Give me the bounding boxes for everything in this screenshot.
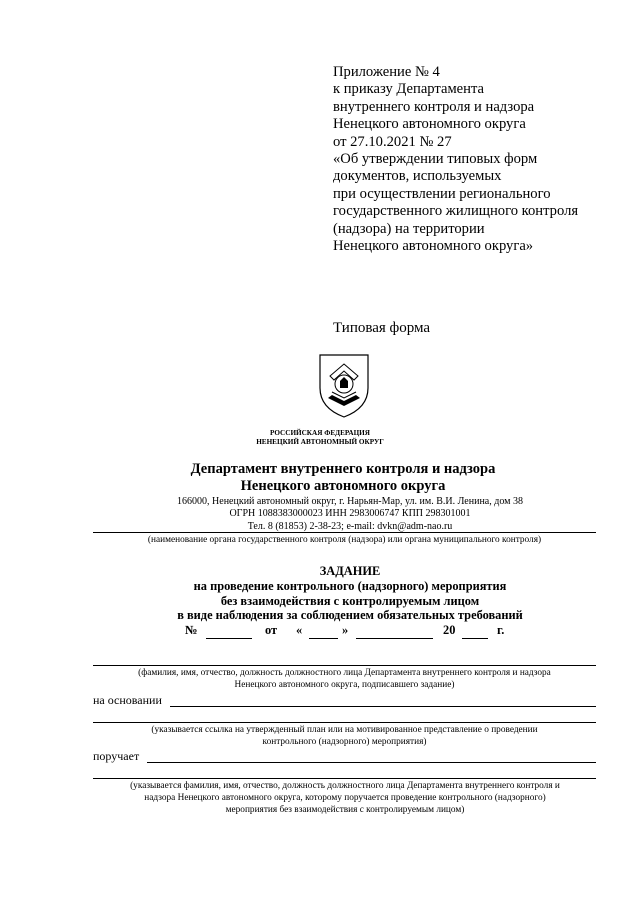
- org-divider: [93, 532, 596, 533]
- ogrn-line: ОГРН 1088383000023 ИНН 2983006747 КПП 298301001: [229, 508, 471, 520]
- basis-field[interactable]: [170, 706, 596, 707]
- basis-caption: [93, 724, 596, 748]
- official-field[interactable]: [93, 665, 596, 666]
- year-suffix: г.: [497, 623, 505, 637]
- annex-line: от 27.10.2021 № 27: [333, 133, 452, 150]
- month-field[interactable]: [356, 638, 433, 639]
- org-caption: (наименование органа государственного контроля (надзора) или органа муниципального контроля): [147, 535, 542, 545]
- year-prefix: 20: [443, 623, 456, 637]
- emblem-caption: [0, 429, 640, 447]
- coat-of-arms-icon: [314, 352, 374, 420]
- annex-line: Приложение № 4: [333, 64, 440, 80]
- day-field[interactable]: [309, 638, 338, 639]
- annex-line: внутреннего контроля и надзора: [333, 98, 535, 115]
- annex-line: «Об утверждении типовых форм: [333, 151, 538, 168]
- annex-line: к приказу Департамента: [333, 81, 484, 98]
- department-line-2: Ненецкого автономного округа: [240, 477, 446, 494]
- annex-line: (надзора) на территории: [333, 220, 485, 237]
- basis-field-continued[interactable]: [93, 722, 596, 723]
- assignee-caption-line: мероприятия без взаимодействия с контролируемым лицом): [225, 805, 465, 816]
- official-caption-line: (фамилия, имя, отчество, должность должностного лица Департамента внутреннего контроля и надзора: [138, 668, 551, 678]
- annex-line: государственного жилищного контроля: [333, 203, 579, 220]
- typical-form-label: Типовая форма: [333, 320, 431, 336]
- official-caption: [93, 667, 596, 691]
- annex-line: документов, используемых: [333, 168, 502, 185]
- official-caption-line: Ненецкого автономного округа, подписавшего задание): [234, 680, 455, 691]
- department-line-1: Департамент внутреннего контроля и надзора: [190, 461, 496, 477]
- assignee-caption-line: (указывается фамилия, имя, отчество, должность должностного лица Департамента внутреннего контроля и: [130, 781, 560, 791]
- date-from-label: от: [265, 623, 278, 637]
- basis-caption-line: (указывается ссылка на утвержденный план или на мотивированное представление о проведении: [151, 725, 538, 735]
- assignee-caption-line: надзора Ненецкого автономного округа, которому поручается проведение контрольного (надзорного): [144, 793, 546, 804]
- basis-caption-line: контрольного (надзорного) мероприятия): [262, 737, 427, 748]
- address-line: 166000, Ненецкий автономный округ, г. Нарьян-Мар, ул. им. В.И. Ленина, дом 38: [177, 496, 523, 507]
- country-name: РОССИЙСКАЯ ФЕДЕРАЦИЯ: [270, 429, 370, 437]
- annex-line: при осуществлении регионального: [333, 185, 551, 202]
- title-main: ЗАДАНИЕ: [319, 564, 381, 578]
- number-sign: №: [185, 623, 198, 637]
- document-title: [0, 564, 640, 623]
- basis-label: на основании: [93, 693, 162, 707]
- title-line-3: в виде наблюдения за соблюдением обязательных требований: [177, 608, 523, 623]
- quote-close: »: [342, 623, 349, 637]
- title-line-2: без взаимодействия с контролируемым лицом: [220, 593, 480, 608]
- assignee-field[interactable]: [147, 762, 596, 763]
- quote-open: «: [296, 623, 303, 637]
- annex-block: [333, 64, 623, 255]
- year-field[interactable]: [462, 638, 488, 639]
- department-address: [0, 496, 640, 533]
- annex-line: Ненецкого автономного округа»: [333, 238, 534, 255]
- assigns-label: поручает: [93, 749, 140, 763]
- number-field[interactable]: [206, 638, 252, 639]
- title-line-1: на проведение контрольного (надзорного) мероприятия: [193, 578, 507, 593]
- department-name: [0, 461, 640, 494]
- contacts-line: Тел. 8 (81853) 2-38-23; e-mail: dvkn@adm-nao.ru: [247, 520, 453, 532]
- region-name: НЕНЕЦКИЙ АВТОНОМНЫЙ ОКРУГ: [256, 438, 384, 446]
- annex-line: Ненецкого автономного округа: [333, 116, 526, 133]
- assignee-field-continued[interactable]: [93, 778, 596, 779]
- assignee-caption: [80, 780, 610, 817]
